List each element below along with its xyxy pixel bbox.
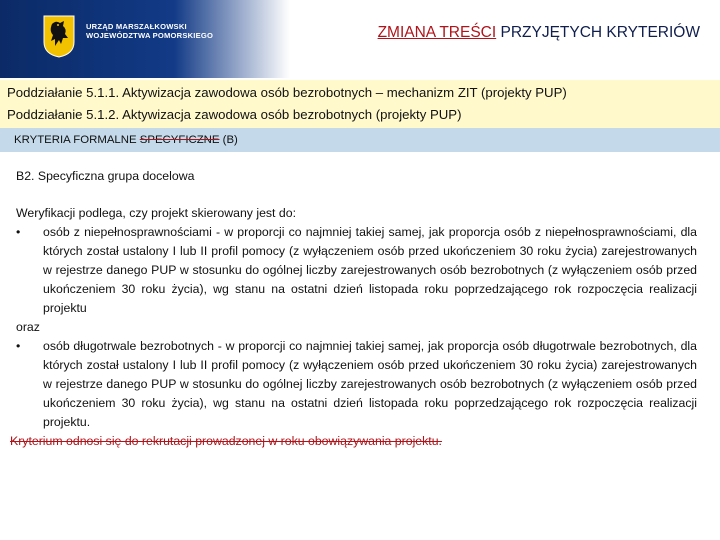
intro-text: Weryfikacji podlega, czy projekt skierowany jest do: <box>16 206 296 220</box>
struck-note: Kryterium odnosi się do rekrutacji prowadzonej w roku obowiązywania projektu. <box>10 434 442 448</box>
section-heading: B2. Specyficzna grupa docelowa <box>16 169 195 183</box>
subactions-box <box>0 80 720 128</box>
bullet-text-1: osób z niepełnosprawnościami - w proporcji co najmniej takiej samej, jak proporcja osób z niepełnosprawnościami, dla których został ustalony I lub II profil pomocy (z wyłączeniem osób przed ukończeniem 30 roku życia) zarejestrowanych w rejestrze danego PUP w stosunku do ogólnej liczby zarejestrowanych osób bezrobotnych (z wyłączeniem osób przed ukończeniem 30 roku życia), wg stanu na ostatni dzień listopada roku poprzedzającego rok rozpoczęcia realizacji projektu <box>43 225 697 315</box>
title-underlined: ZMIANA TREŚCI <box>377 24 497 41</box>
criteria-label <box>0 128 720 152</box>
connector-text: oraz <box>16 320 40 334</box>
bullet-dot: • <box>16 339 21 353</box>
slide-header <box>0 0 720 78</box>
subaction-2: Poddziałanie 5.1.2. Aktywizacja zawodowa osób bezrobotnych (projekty PUP) <box>7 107 462 122</box>
logo-banner <box>0 0 290 78</box>
bullet-item-longterm <box>16 337 697 432</box>
criteria-bar <box>0 128 720 152</box>
criteria-part-1: KRYTERIA FORMALNE <box>14 134 140 146</box>
page-title <box>378 24 700 42</box>
logo-text <box>86 22 213 40</box>
criteria-part-2: (B) <box>219 134 238 146</box>
griffin-emblem-icon <box>42 14 76 58</box>
logo-line-2: WOJEWÓDZTWA POMORSKIEGO <box>86 31 214 40</box>
subaction-1: Poddziałanie 5.1.1. Aktywizacja zawodowa osób bezrobotnych – mechanizm ZIT (projekty PUP) <box>7 85 567 100</box>
criteria-struck-word: SPECYFICZNE <box>139 134 220 146</box>
logo-line-1: URZĄD MARSZAŁKOWSKI <box>86 22 187 31</box>
title-rest: PRZYJĘTYCH KRYTERIÓW <box>496 24 700 41</box>
bullet-item-disabled <box>16 223 697 318</box>
criterion-content <box>10 164 697 451</box>
bullet-text-2: osób długotrwale bezrobotnych - w proporcji co najmniej takiej samej, jak proporcja osób długotrwale bezrobotnych, dla których został ustalony I lub II profil pomocy (z wyłączeniem osób przed ukończeniem 30 roku życia) zarejestrowanych w rejestrze danego PUP w stosunku do ogólnej liczby zarejestrowanych osób bezrobotnych (z wyłączeniem osób przed ukończeniem 30 roku życia), wg stanu na ostatni dzień listopada roku poprzedzającego rok rozpoczęcia realizacji projektu. <box>43 339 697 429</box>
bullet-dot: • <box>16 225 21 239</box>
